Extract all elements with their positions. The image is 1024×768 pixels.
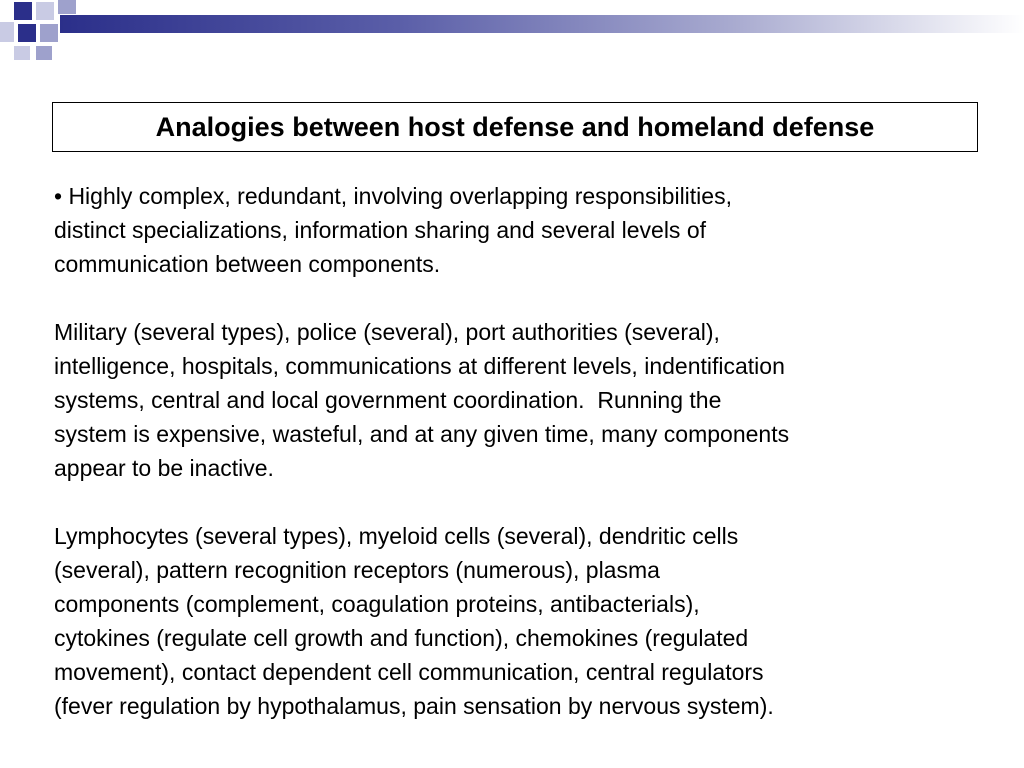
- decor-square: [14, 46, 30, 60]
- slide-body: [54, 179, 974, 723]
- header-gradient-bar: [60, 15, 1024, 33]
- decor-square: [36, 2, 54, 20]
- paragraph: • Highly complex, redundant, involving overlapping responsibilities, distinct specializations, information sharing and several levels of communication between components.: [54, 183, 732, 277]
- paragraph: Military (several types), police (several), port authorities (several), intelligence, hospitals, communications at different levels, indentification systems, central and local government coordination. Running the system is expensive, wasteful, and at any given time, many components appear to be inactive.: [54, 319, 790, 481]
- decor-square: [58, 0, 76, 14]
- decor-square: [18, 24, 36, 42]
- decor-square: [14, 2, 32, 20]
- header-decoration: [0, 0, 1024, 64]
- slide-title: Analogies between host defense and homeland defense: [155, 111, 875, 142]
- decor-square: [36, 46, 52, 60]
- decor-square: [0, 22, 14, 42]
- paragraph: Lymphocytes (several types), myeloid cells (several), dendritic cells (several), pattern recognition receptors (numerous), plasma components (complement, coagulation proteins, antibacterials), cytokines (regulate cell growth and function), chemokines (regulated movement), contact dependent cell communication, central regulators (fever regulation by hypothalamus, pain sensation by nervous system).: [54, 523, 774, 719]
- decor-square: [40, 24, 58, 42]
- title-box: [52, 102, 978, 152]
